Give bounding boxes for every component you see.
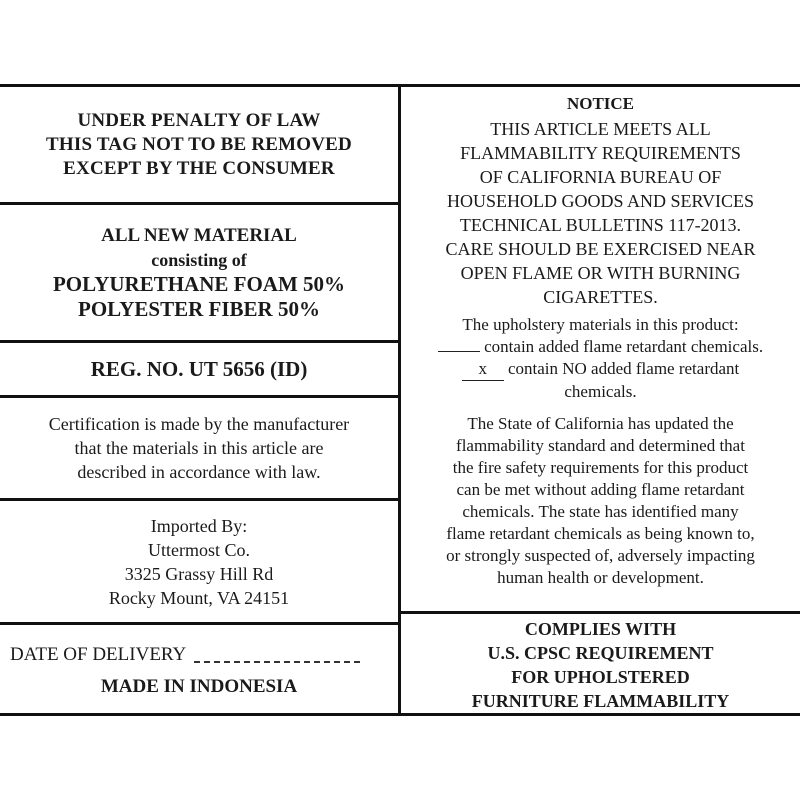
notice-line: HOUSEHOLD GOODS AND SERVICES — [446, 191, 755, 211]
cpsc-line: COMPLIES WITH — [524, 619, 677, 639]
notice-line: TECHNICAL BULLETINS 117-2013. — [459, 215, 742, 235]
importer-info — [0, 501, 398, 622]
material-item: POLYURETHANE FOAM 50% — [52, 271, 346, 296]
state-line: The State of California has updated the — [467, 414, 734, 433]
penalty-line-1: UNDER PENALTY OF LAW — [77, 109, 321, 131]
option-added-blank — [438, 337, 480, 352]
material-consisting: consisting of — [151, 249, 247, 270]
delivery-origin — [0, 625, 398, 716]
notice-title: NOTICE — [566, 94, 635, 113]
state-line: chemicals. The state has identified many — [462, 502, 739, 521]
notice-line: OPEN FLAME OR WITH BURNING — [460, 263, 741, 283]
notice-line: CIGARETTES. — [543, 287, 658, 307]
state-line: human health or development. — [497, 568, 704, 587]
state-line: flame retardant chemicals as being known to, — [446, 524, 755, 543]
state-line: can be met without adding flame retardant — [456, 480, 745, 499]
cpsc-compliance — [401, 614, 800, 716]
law-label-tag — [0, 84, 800, 716]
option-none-text: contain NO added flame retardant — [507, 359, 740, 378]
origin-text: MADE IN INDONESIA — [100, 675, 298, 697]
cpsc-line: FURNITURE FLAMMABILITY — [471, 691, 730, 711]
certification-line: Certification is made by the manufacturer — [48, 414, 350, 434]
material-heading: ALL NEW MATERIAL — [101, 224, 297, 246]
certification-statement — [0, 398, 398, 498]
penalty-line-3: EXCEPT BY THE CONSUMER — [63, 157, 335, 179]
importer-street: 3325 Grassy Hill Rd — [124, 563, 274, 584]
option-none-mark: x — [462, 358, 504, 381]
notice-line: CARE SHOULD BE EXERCISED NEAR — [445, 239, 756, 259]
state-line: flammability standard and determined that — [456, 436, 745, 455]
penalty-notice — [0, 87, 398, 202]
state-line: or strongly suspected of, adversely impacting — [446, 546, 755, 565]
state-line: the fire safety requirements for this product — [452, 458, 749, 477]
registration-number — [0, 343, 398, 395]
certification-line: that the materials in this article are — [74, 438, 324, 458]
option-added — [438, 336, 763, 358]
option-none-text-cont: chemicals. — [564, 382, 637, 401]
upholstery-intro: The upholstery materials in this product: — [462, 315, 739, 334]
material-item: POLYESTER FIBER 50% — [78, 296, 320, 321]
notice-line: FLAMMABILITY REQUIREMENTS — [460, 143, 741, 163]
penalty-line-2: THIS TAG NOT TO BE REMOVED — [46, 133, 352, 155]
option-none — [462, 358, 740, 381]
cpsc-line: FOR UPHOLSTERED — [511, 667, 690, 687]
certification-line: described in accordance with law. — [77, 462, 321, 482]
importer-city: Rocky Mount, VA 24151 — [108, 587, 290, 608]
importer-name: Uttermost Co. — [148, 539, 250, 560]
material-content — [0, 205, 398, 340]
importer-label: Imported By: — [150, 515, 248, 536]
notice-line: THIS ARTICLE MEETS ALL — [490, 119, 711, 139]
delivery-row — [0, 643, 398, 667]
option-added-text: contain added flame retardant chemicals. — [484, 337, 764, 356]
delivery-date-blank — [194, 657, 360, 663]
flammability-notice — [401, 93, 800, 609]
cpsc-line: U.S. CPSC REQUIREMENT — [487, 643, 714, 663]
notice-line: OF CALIFORNIA BUREAU OF — [479, 167, 722, 187]
delivery-label: DATE OF DELIVERY — [10, 643, 187, 665]
registration-text: REG. NO. UT 5656 (ID) — [90, 356, 308, 381]
